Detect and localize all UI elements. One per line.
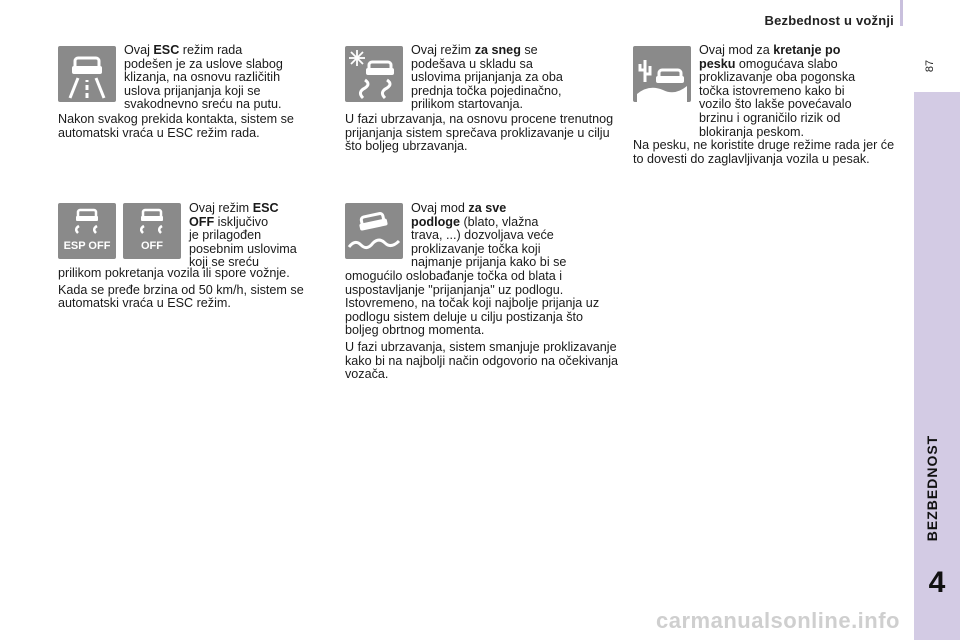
chapter-sidebar — [914, 92, 960, 640]
page-number: 87 — [924, 59, 936, 73]
snow-mode-text: Ovaj režim za sneg se podešava u skladu sa uslovima prijanjanja za oba prednja točka pojedinačno, prilikom startovanja. — [411, 43, 563, 112]
esc-mode-note: Nakon svakog prekida kontakta, sistem se automatski vraća u ESC režim rada. — [58, 112, 294, 140]
snow-mode-note: U fazi ubrzavanja, na osnovu procene trenutnog prijanjanja sistem sprečava proklizavanje u cilju što boljeg ubrzavanja. — [345, 112, 614, 154]
page-title: Bezbednost u vožnji — [764, 13, 894, 28]
sand-mode-note: Na pesku, ne koristite druge režime rada jer će to dovesti do zaglavljivanja vozila u pesak. — [633, 138, 895, 166]
svg-text:ESP OFF: ESP OFF — [63, 240, 111, 252]
esc-road-icon — [58, 46, 116, 102]
watermark-text: carmanualsonline.info — [656, 608, 900, 633]
esc-mode-text: Ovaj ESC režim rada podešen je za uslove slabog klizanja, na osnovu različitih uslova prijanjanja koji se svakodnevno sreću na putu. — [124, 43, 283, 112]
section-label: BEZBEDNOST — [924, 434, 940, 542]
header-rule — [900, 0, 903, 26]
mud-mode-icon — [345, 203, 403, 259]
chapter-number: 4 — [928, 566, 946, 599]
esc-off-note: prilikom pokretanja vozila ili spore vožnje. Kada se pređe brzina od 50 km/h, sistem se automatski vraća u ESC režim. — [58, 266, 304, 311]
esc-off-icon — [123, 203, 181, 259]
mud-mode-note: omogućilo oslobađanje točka od blata i uspostavljanje "prijanjanja" uz podlogu. Istovremeno, na točak koji najbolje prijanja uz podlogu sistem deluje u cilju postizanja što boljeg obrtnog momenta. U fazi ubrzavanja, sistem smanjuje proklizavanje kako bi na najbolji način odgovorio na očekivanja vozača. — [345, 269, 619, 382]
esp-off-icon — [58, 203, 116, 259]
mud-mode-text: Ovaj mod za sve podloge (blato, vlažna trava, ...) dozvoljava veće proklizavanje točka koji najmanje prijanja kako bi se — [411, 201, 567, 270]
sand-mode-text: Ovaj mod za kretanje po pesku omogućava slabo proklizavanje oba pogonska točka istovremeno kako bi vozilo što lakše povećavalo brzinu i ograničilo rizik od blokiranja peskom. — [699, 43, 856, 139]
svg-text:OFF: OFF — [141, 240, 163, 252]
sand-mode-icon — [633, 46, 691, 102]
snow-mode-icon — [345, 46, 403, 102]
esc-off-text: Ovaj režim ESC OFF isključivo je prilagođen posebnim uslovima koji se sreću — [189, 201, 297, 270]
